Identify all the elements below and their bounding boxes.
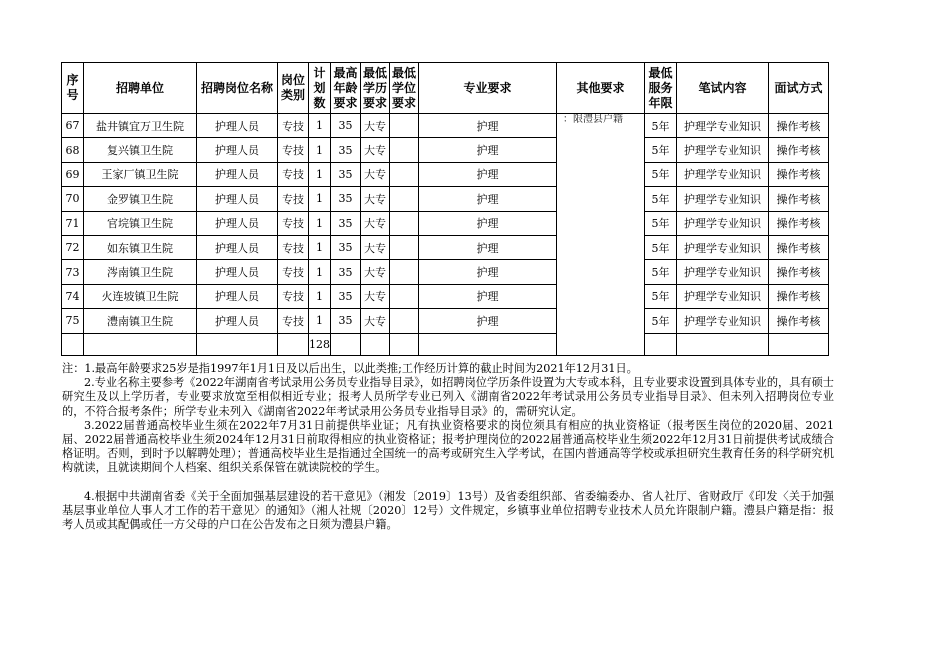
seq-cell: 68 xyxy=(62,138,84,162)
service-cell: 5年 xyxy=(645,235,677,259)
written-cell: 护理学专业知识 xyxy=(677,260,769,284)
degree-cell xyxy=(390,309,419,333)
position-cell: 护理人员 xyxy=(197,187,278,211)
header-interview: 面试方式 xyxy=(769,63,829,114)
category-cell: 专技 xyxy=(278,187,309,211)
major-cell: 护理 xyxy=(419,187,557,211)
header-category: 岗位类别 xyxy=(278,63,309,114)
written-cell: 护理学专业知识 xyxy=(677,211,769,235)
note-3: 3.2022届普通高校毕业生须在2022年7月31日前提供毕业证；凡有执业资格要求的岗位须具有相应的执业资格证（报考医生岗位的2020届、2021届、2022届普通高校毕业生须2024年12月31日前取得相应的执业资格证；报考护理岗位的2022届普通高校毕业生须2022年12月31日前提供考试成绩合格证明。否则，到时予以解聘处理）；普通高校毕业生是指通过全国统一的高考或研究生入学考试，在国内普通高等学校或承担研究生教育任务的科学研究机构就读，且就读期间个人档案、组织关系保管在就读院校的学生。 xyxy=(62,418,834,475)
edu-cell: 大专 xyxy=(361,309,390,333)
degree-cell xyxy=(390,235,419,259)
table-row xyxy=(62,162,829,186)
table-row xyxy=(62,284,829,308)
unit-cell: 如东镇卫生院 xyxy=(84,235,197,259)
position-cell: 护理人员 xyxy=(197,138,278,162)
header-unit: 招聘单位 xyxy=(84,63,197,114)
service-cell: 5年 xyxy=(645,138,677,162)
major-cell: 护理 xyxy=(419,309,557,333)
plan-cell: 1 xyxy=(309,114,331,138)
category-cell: 专技 xyxy=(278,309,309,333)
plan-cell: 1 xyxy=(309,260,331,284)
position-cell: 护理人员 xyxy=(197,114,278,138)
plan-cell: 1 xyxy=(309,138,331,162)
service-cell: 5年 xyxy=(645,260,677,284)
major-cell: 护理 xyxy=(419,211,557,235)
table-row xyxy=(62,114,829,138)
unit-cell: 涔南镇卫生院 xyxy=(84,260,197,284)
recruitment-table xyxy=(61,62,829,356)
degree-cell xyxy=(390,284,419,308)
written-cell: 护理学专业知识 xyxy=(677,235,769,259)
other-requirement-cell xyxy=(557,114,645,356)
unit-cell: 盐井镇宜万卫生院 xyxy=(84,114,197,138)
header-major: 专业要求 xyxy=(419,63,557,114)
plan-cell: 1 xyxy=(309,162,331,186)
seq-cell: 70 xyxy=(62,187,84,211)
written-cell: 护理学专业知识 xyxy=(677,114,769,138)
header-service: 最低服务年限 xyxy=(645,63,677,114)
edu-cell: 大专 xyxy=(361,284,390,308)
age-cell: 35 xyxy=(331,114,361,138)
seq-cell: 75 xyxy=(62,309,84,333)
age-cell: 35 xyxy=(331,309,361,333)
interview-cell: 操作考核 xyxy=(769,187,829,211)
service-cell: 5年 xyxy=(645,309,677,333)
table-row xyxy=(62,309,829,333)
interview-cell: 操作考核 xyxy=(769,235,829,259)
service-cell: 5年 xyxy=(645,162,677,186)
major-cell: 护理 xyxy=(419,284,557,308)
degree-cell xyxy=(390,260,419,284)
interview-cell: 操作考核 xyxy=(769,309,829,333)
degree-cell xyxy=(390,187,419,211)
age-cell: 35 xyxy=(331,187,361,211)
unit-cell: 王家厂镇卫生院 xyxy=(84,162,197,186)
category-cell: 专技 xyxy=(278,211,309,235)
written-cell: 护理学专业知识 xyxy=(677,162,769,186)
other-requirement-text: ：限澧县户籍 xyxy=(563,114,623,125)
service-cell: 5年 xyxy=(645,187,677,211)
plan-cell: 1 xyxy=(309,187,331,211)
position-cell: 护理人员 xyxy=(197,309,278,333)
service-cell: 5年 xyxy=(645,114,677,138)
major-cell: 护理 xyxy=(419,260,557,284)
header-min-degree: 最低学位要求 xyxy=(390,63,419,114)
edu-cell: 大专 xyxy=(361,235,390,259)
unit-cell: 澧南镇卫生院 xyxy=(84,309,197,333)
written-cell: 护理学专业知识 xyxy=(677,138,769,162)
header-written: 笔试内容 xyxy=(677,63,769,114)
category-cell: 专技 xyxy=(278,114,309,138)
interview-cell: 操作考核 xyxy=(769,260,829,284)
category-cell: 专技 xyxy=(278,138,309,162)
table-row xyxy=(62,235,829,259)
edu-cell: 大专 xyxy=(361,138,390,162)
category-cell: 专技 xyxy=(278,260,309,284)
age-cell: 35 xyxy=(331,162,361,186)
interview-cell: 操作考核 xyxy=(769,284,829,308)
age-cell: 35 xyxy=(331,138,361,162)
degree-cell xyxy=(390,138,419,162)
major-cell: 护理 xyxy=(419,114,557,138)
degree-cell xyxy=(390,162,419,186)
written-cell: 护理学专业知识 xyxy=(677,187,769,211)
table-row xyxy=(62,260,829,284)
major-cell: 护理 xyxy=(419,138,557,162)
plan-cell: 1 xyxy=(309,211,331,235)
category-cell: 专技 xyxy=(278,162,309,186)
age-cell: 35 xyxy=(331,260,361,284)
header-plan: 计划数 xyxy=(309,63,331,114)
position-cell: 护理人员 xyxy=(197,235,278,259)
seq-cell: 74 xyxy=(62,284,84,308)
unit-cell: 官垸镇卫生院 xyxy=(84,211,197,235)
service-cell: 5年 xyxy=(645,284,677,308)
unit-cell: 复兴镇卫生院 xyxy=(84,138,197,162)
written-cell: 护理学专业知识 xyxy=(677,309,769,333)
interview-cell: 操作考核 xyxy=(769,211,829,235)
unit-cell: 火连坡镇卫生院 xyxy=(84,284,197,308)
note-4: 4.根据中共湖南省委《关于全面加强基层建设的若干意见》（湘发〔2019〕13号）及省委组织部、省委编委办、省人社厅、省财政厅《印发〈关于加强基层事业单位人事人才工作的若干意见〉的通知》（湘人社规〔2020〕12号）文件规定，乡镇事业单位招聘专业技术人员允许限制户籍。澧县户籍是指：报考人员或其配偶或任一方父母的户口在公告发布之日须为澧县户籍。 xyxy=(62,489,834,532)
position-cell: 护理人员 xyxy=(197,162,278,186)
position-cell: 护理人员 xyxy=(197,211,278,235)
age-cell: 35 xyxy=(331,211,361,235)
plan-cell: 1 xyxy=(309,309,331,333)
edu-cell: 大专 xyxy=(361,114,390,138)
note-2: 2.专业名称主要参考《2022年湖南省考试录用公务员专业指导目录》，如招聘岗位学历条件设置为大专或本科，且专业要求设置到具体专业的，具有硕士研究生及以上学历者，专业要求放宽至相似相近专业；报考人员所学专业已列入《湖南省2022年考试录用公务员专业指导目录》、但未列入招聘岗位专业的，不符合报考条件；所学专业未列入《湖南省2022年考试录用公务员专业指导目录》的，需研究认定。 xyxy=(62,376,834,418)
header-row xyxy=(62,63,829,114)
position-cell: 护理人员 xyxy=(197,284,278,308)
edu-cell: 大专 xyxy=(361,162,390,186)
major-cell: 护理 xyxy=(419,235,557,259)
edu-cell: 大专 xyxy=(361,211,390,235)
seq-cell: 73 xyxy=(62,260,84,284)
header-position: 招聘岗位名称 xyxy=(197,63,278,114)
age-cell: 35 xyxy=(331,235,361,259)
seq-cell: 69 xyxy=(62,162,84,186)
category-cell: 专技 xyxy=(278,284,309,308)
service-cell: 5年 xyxy=(645,211,677,235)
category-cell: 专技 xyxy=(278,235,309,259)
edu-cell: 大专 xyxy=(361,187,390,211)
seq-cell: 71 xyxy=(62,211,84,235)
interview-cell: 操作考核 xyxy=(769,162,829,186)
total-row xyxy=(62,333,829,355)
header-other: 其他要求 xyxy=(557,63,645,114)
plan-cell: 1 xyxy=(309,235,331,259)
header-max-age: 最高年龄要求 xyxy=(331,63,361,114)
total-plan: 128 xyxy=(309,333,331,355)
plan-cell: 1 xyxy=(309,284,331,308)
table-row xyxy=(62,138,829,162)
position-cell: 护理人员 xyxy=(197,260,278,284)
table-row xyxy=(62,187,829,211)
degree-cell xyxy=(390,211,419,235)
seq-cell: 67 xyxy=(62,114,84,138)
edu-cell: 大专 xyxy=(361,260,390,284)
major-cell: 护理 xyxy=(419,162,557,186)
unit-cell: 金罗镇卫生院 xyxy=(84,187,197,211)
degree-cell xyxy=(390,114,419,138)
table-row xyxy=(62,211,829,235)
written-cell: 护理学专业知识 xyxy=(677,284,769,308)
interview-cell: 操作考核 xyxy=(769,138,829,162)
notes-section xyxy=(62,362,834,532)
header-min-edu: 最低学历要求 xyxy=(361,63,390,114)
seq-cell: 72 xyxy=(62,235,84,259)
interview-cell: 操作考核 xyxy=(769,114,829,138)
note-1: 注：1.最高年龄要求25岁是指1997年1月1日及以后出生，以此类推;工作经历计算的截止时间为2021年12月31日。 xyxy=(62,362,638,375)
header-seq: 序号 xyxy=(62,63,84,114)
age-cell: 35 xyxy=(331,284,361,308)
